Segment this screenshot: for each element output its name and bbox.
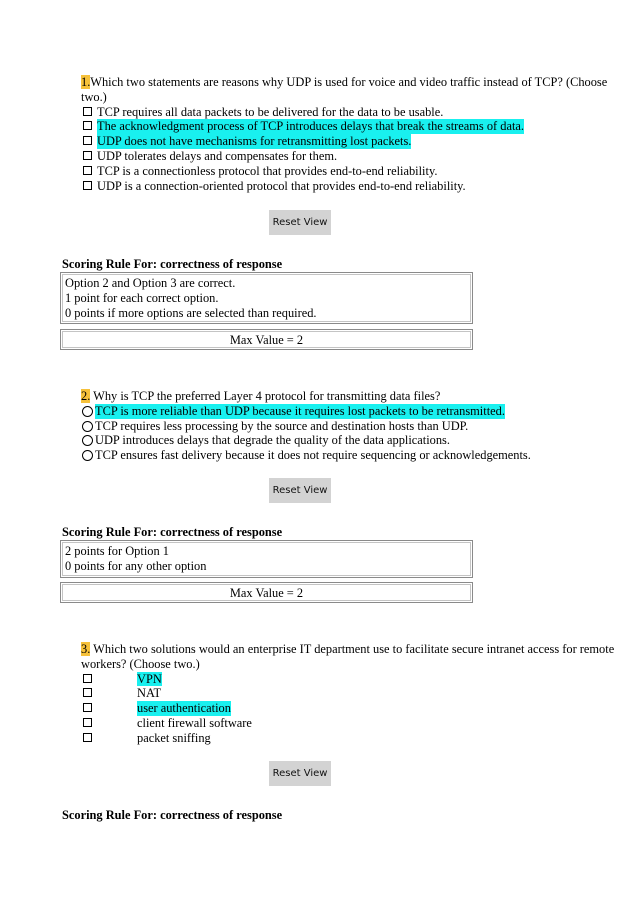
checkbox-icon[interactable] — [83, 674, 92, 683]
option-1[interactable]: VPN — [81, 672, 636, 687]
checkbox-icon[interactable] — [83, 151, 92, 160]
scoring-rule-box: Option 2 and Option 3 are correct. 1 point for each correct option. 0 points if more options are selected than required. — [60, 272, 473, 324]
checkbox-icon[interactable] — [83, 166, 92, 175]
reset-view-button[interactable]: Reset View — [269, 478, 331, 503]
option-1[interactable]: TCP requires all data packets to be delivered for the data to be usable. — [81, 105, 636, 120]
option-3[interactable]: user authentication — [81, 701, 636, 716]
scoring-rule-title: Scoring Rule For: correctness of response — [62, 525, 283, 539]
option-2[interactable]: The acknowledgment process of TCP introduces delays that break the streams of data. — [81, 119, 636, 134]
option-1[interactable]: TCP is more reliable than UDP because it requires lost packets to be retransmitted. — [81, 404, 636, 419]
option-6[interactable]: UDP is a connection-oriented protocol that provides end-to-end reliability. — [81, 179, 636, 194]
option-3[interactable]: UDP does not have mechanisms for retransmitting lost packets. — [81, 134, 636, 149]
option-4[interactable]: TCP ensures fast delivery because it does not require sequencing or acknowledgements. — [81, 448, 636, 463]
checkbox-icon[interactable] — [83, 718, 92, 727]
checkbox-icon[interactable] — [83, 688, 92, 697]
option-2[interactable]: NAT — [81, 686, 636, 701]
radio-icon[interactable] — [82, 435, 93, 446]
scoring-rule-title: Scoring Rule For: correctness of response — [62, 808, 283, 822]
option-4[interactable]: client firewall software — [81, 716, 636, 731]
question-number: 3. — [81, 642, 91, 656]
checkbox-icon[interactable] — [83, 181, 92, 190]
option-3[interactable]: UDP introduces delays that degrade the quality of the data applications. — [81, 433, 636, 448]
question-1: 1.Which two statements are reasons why UDP is used for voice and video traffic instead of TCP? (Choose two.) TCP requires all data packets to be delivered for the data to be usable. The acknowledgment process of TCP introduces delays that break the streams of data. UDP does not have mechanisms for retransmitting lost packets. UDP tolerates delays and compensates for them. TCP is a connectionless protocol that provides end-to-end reliability. UDP is a connection-oriented protocol that provides end-to-end reliability. — [81, 75, 636, 193]
checkbox-icon[interactable] — [83, 733, 92, 742]
question-number: 1. — [81, 75, 91, 89]
checkbox-icon[interactable] — [83, 703, 92, 712]
checkbox-icon[interactable] — [83, 121, 92, 130]
option-5[interactable]: packet sniffing — [81, 731, 636, 746]
checkbox-icon[interactable] — [83, 107, 92, 116]
scoring-rule-box: 2 points for Option 1 0 points for any other option — [60, 540, 473, 578]
option-4[interactable]: UDP tolerates delays and compensates for them. — [81, 149, 636, 164]
radio-icon[interactable] — [82, 450, 93, 461]
max-value-box: Max Value = 2 — [60, 582, 473, 603]
reset-view-button[interactable]: Reset View — [269, 761, 331, 786]
radio-icon[interactable] — [82, 406, 93, 417]
question-number: 2. — [81, 389, 91, 403]
question-1-text: 1.Which two statements are reasons why UDP is used for voice and video traffic instead of TCP? (Choose — [81, 75, 608, 89]
checkbox-icon[interactable] — [83, 136, 92, 145]
option-5[interactable]: TCP is a connectionless protocol that provides end-to-end reliability. — [81, 164, 636, 179]
question-3-text: 3. Which two solutions would an enterprise IT department use to facilitate secure intranet access for remote — [81, 642, 615, 656]
option-2[interactable]: TCP requires less processing by the source and destination hosts than UDP. — [81, 419, 636, 434]
reset-view-button[interactable]: Reset View — [269, 210, 331, 235]
question-3: 3. Which two solutions would an enterprise IT department use to facilitate secure intranet access for remote workers? (Choose two.) VPN NAT user authentication client firewall software packet sniffing — [81, 642, 636, 746]
scoring-rule-title: Scoring Rule For: correctness of response — [62, 257, 283, 271]
radio-icon[interactable] — [82, 421, 93, 432]
question-2 — [81, 389, 636, 463]
max-value-box: Max Value = 2 — [60, 329, 473, 350]
question-2-text: 2. Why is TCP the preferred Layer 4 protocol for transmitting data files? — [81, 389, 441, 403]
